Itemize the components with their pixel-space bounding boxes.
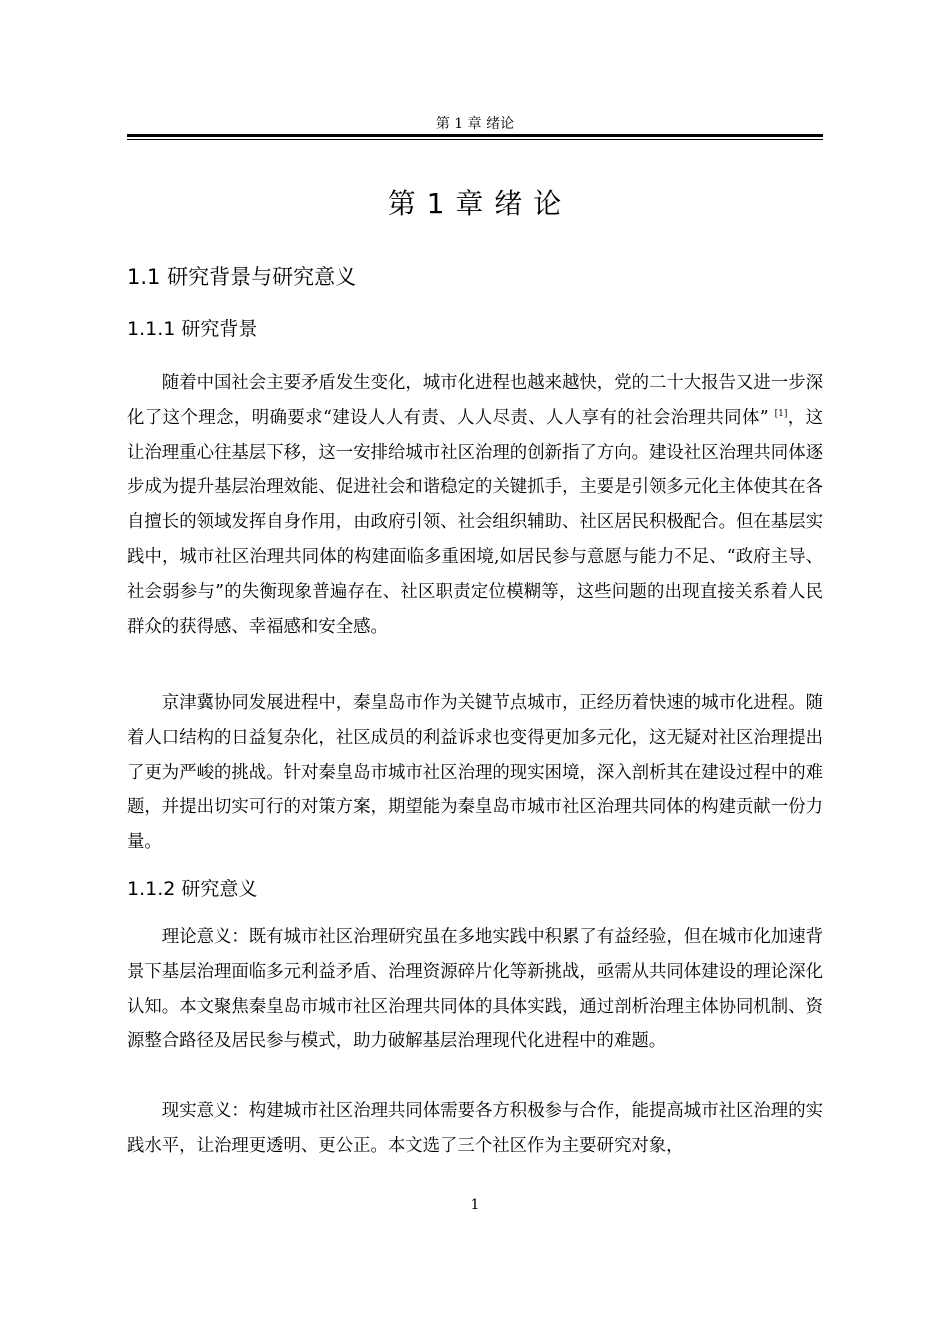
chapter-title: 第 1 章 绪 论 <box>387 187 563 220</box>
citation-marker: [1] <box>774 408 788 419</box>
paragraph-background-1 <box>127 366 823 644</box>
paragraph-practical-significance: 现实意义：构建城市社区治理共同体需要各方积极参与合作，能提高城市社区治理的实践水平，让治理更透明、更公正。本文选了三个社区作为主要研究对象， <box>127 1101 823 1156</box>
running-header: 第 1 章 绪论 <box>435 116 515 132</box>
paragraph-text: ，这让治理重心往基层下移，这一安排给城市社区治理的创新指了方向。建设社区治理共同体逐步成为提升基层治理效能、促进社会和谐稳定的关键抓手，主要是引领多元化主体使其在各自擅长的领域发挥自身作用，由政府引领、社会组织辅助、社区居民积极配合。但在基层实践中，城市社区治理共同体的构建面临多重困境,如居民参与意愿与能力不足、“政府主导、社会弱参与”的失衡现象普遍存在、社区职责定位模糊等，这些问题的出现直接关系着人民群众的获得感、幸福感和安全感。 <box>127 407 823 637</box>
section-heading-1-1-2: 1.1.2 研究意义 <box>127 878 258 900</box>
section-heading-1-1-1: 1.1.1 研究背景 <box>127 318 258 340</box>
page-number: 1 <box>470 1197 480 1213</box>
header-rule-thin <box>127 139 823 140</box>
paragraph-text: 随着中国社会主要矛盾发生变化，城市化进程也越来越快，党的二十大报告又进一步深化了这个理念，明确要求“建设人人有责、人人尽责、人人享有的社会治理共同体” <box>127 373 823 428</box>
section-heading-1-1: 1.1 研究背景与研究意义 <box>127 265 357 289</box>
paragraph-theoretical-significance: 理论意义：既有城市社区治理研究虽在多地实践中积累了有益经验，但在城市化加速背景下基层治理面临多元利益矛盾、治理资源碎片化等新挑战，亟需从共同体建设的理论深化认知。本文聚焦秦皇岛市城市社区治理共同体的具体实践，通过剖析治理主体协同机制、资源整合路径及居民参与模式，助力破解基层治理现代化进程中的难题。 <box>127 927 823 1052</box>
paragraph-background-2: 京津冀协同发展进程中，秦皇岛市作为关键节点城市，正经历着快速的城市化进程。随着人口结构的日益复杂化，社区成员的利益诉求也变得更加多元化，这无疑对社区治理提出了更为严峻的挑战。针对秦皇岛市城市社区治理的现实困境，深入剖析其在建设过程中的难题，并提出切实可行的对策方案，期望能为秦皇岛市城市社区治理共同体的构建贡献一份力量。 <box>127 693 823 853</box>
header-rule-thick <box>127 134 823 137</box>
